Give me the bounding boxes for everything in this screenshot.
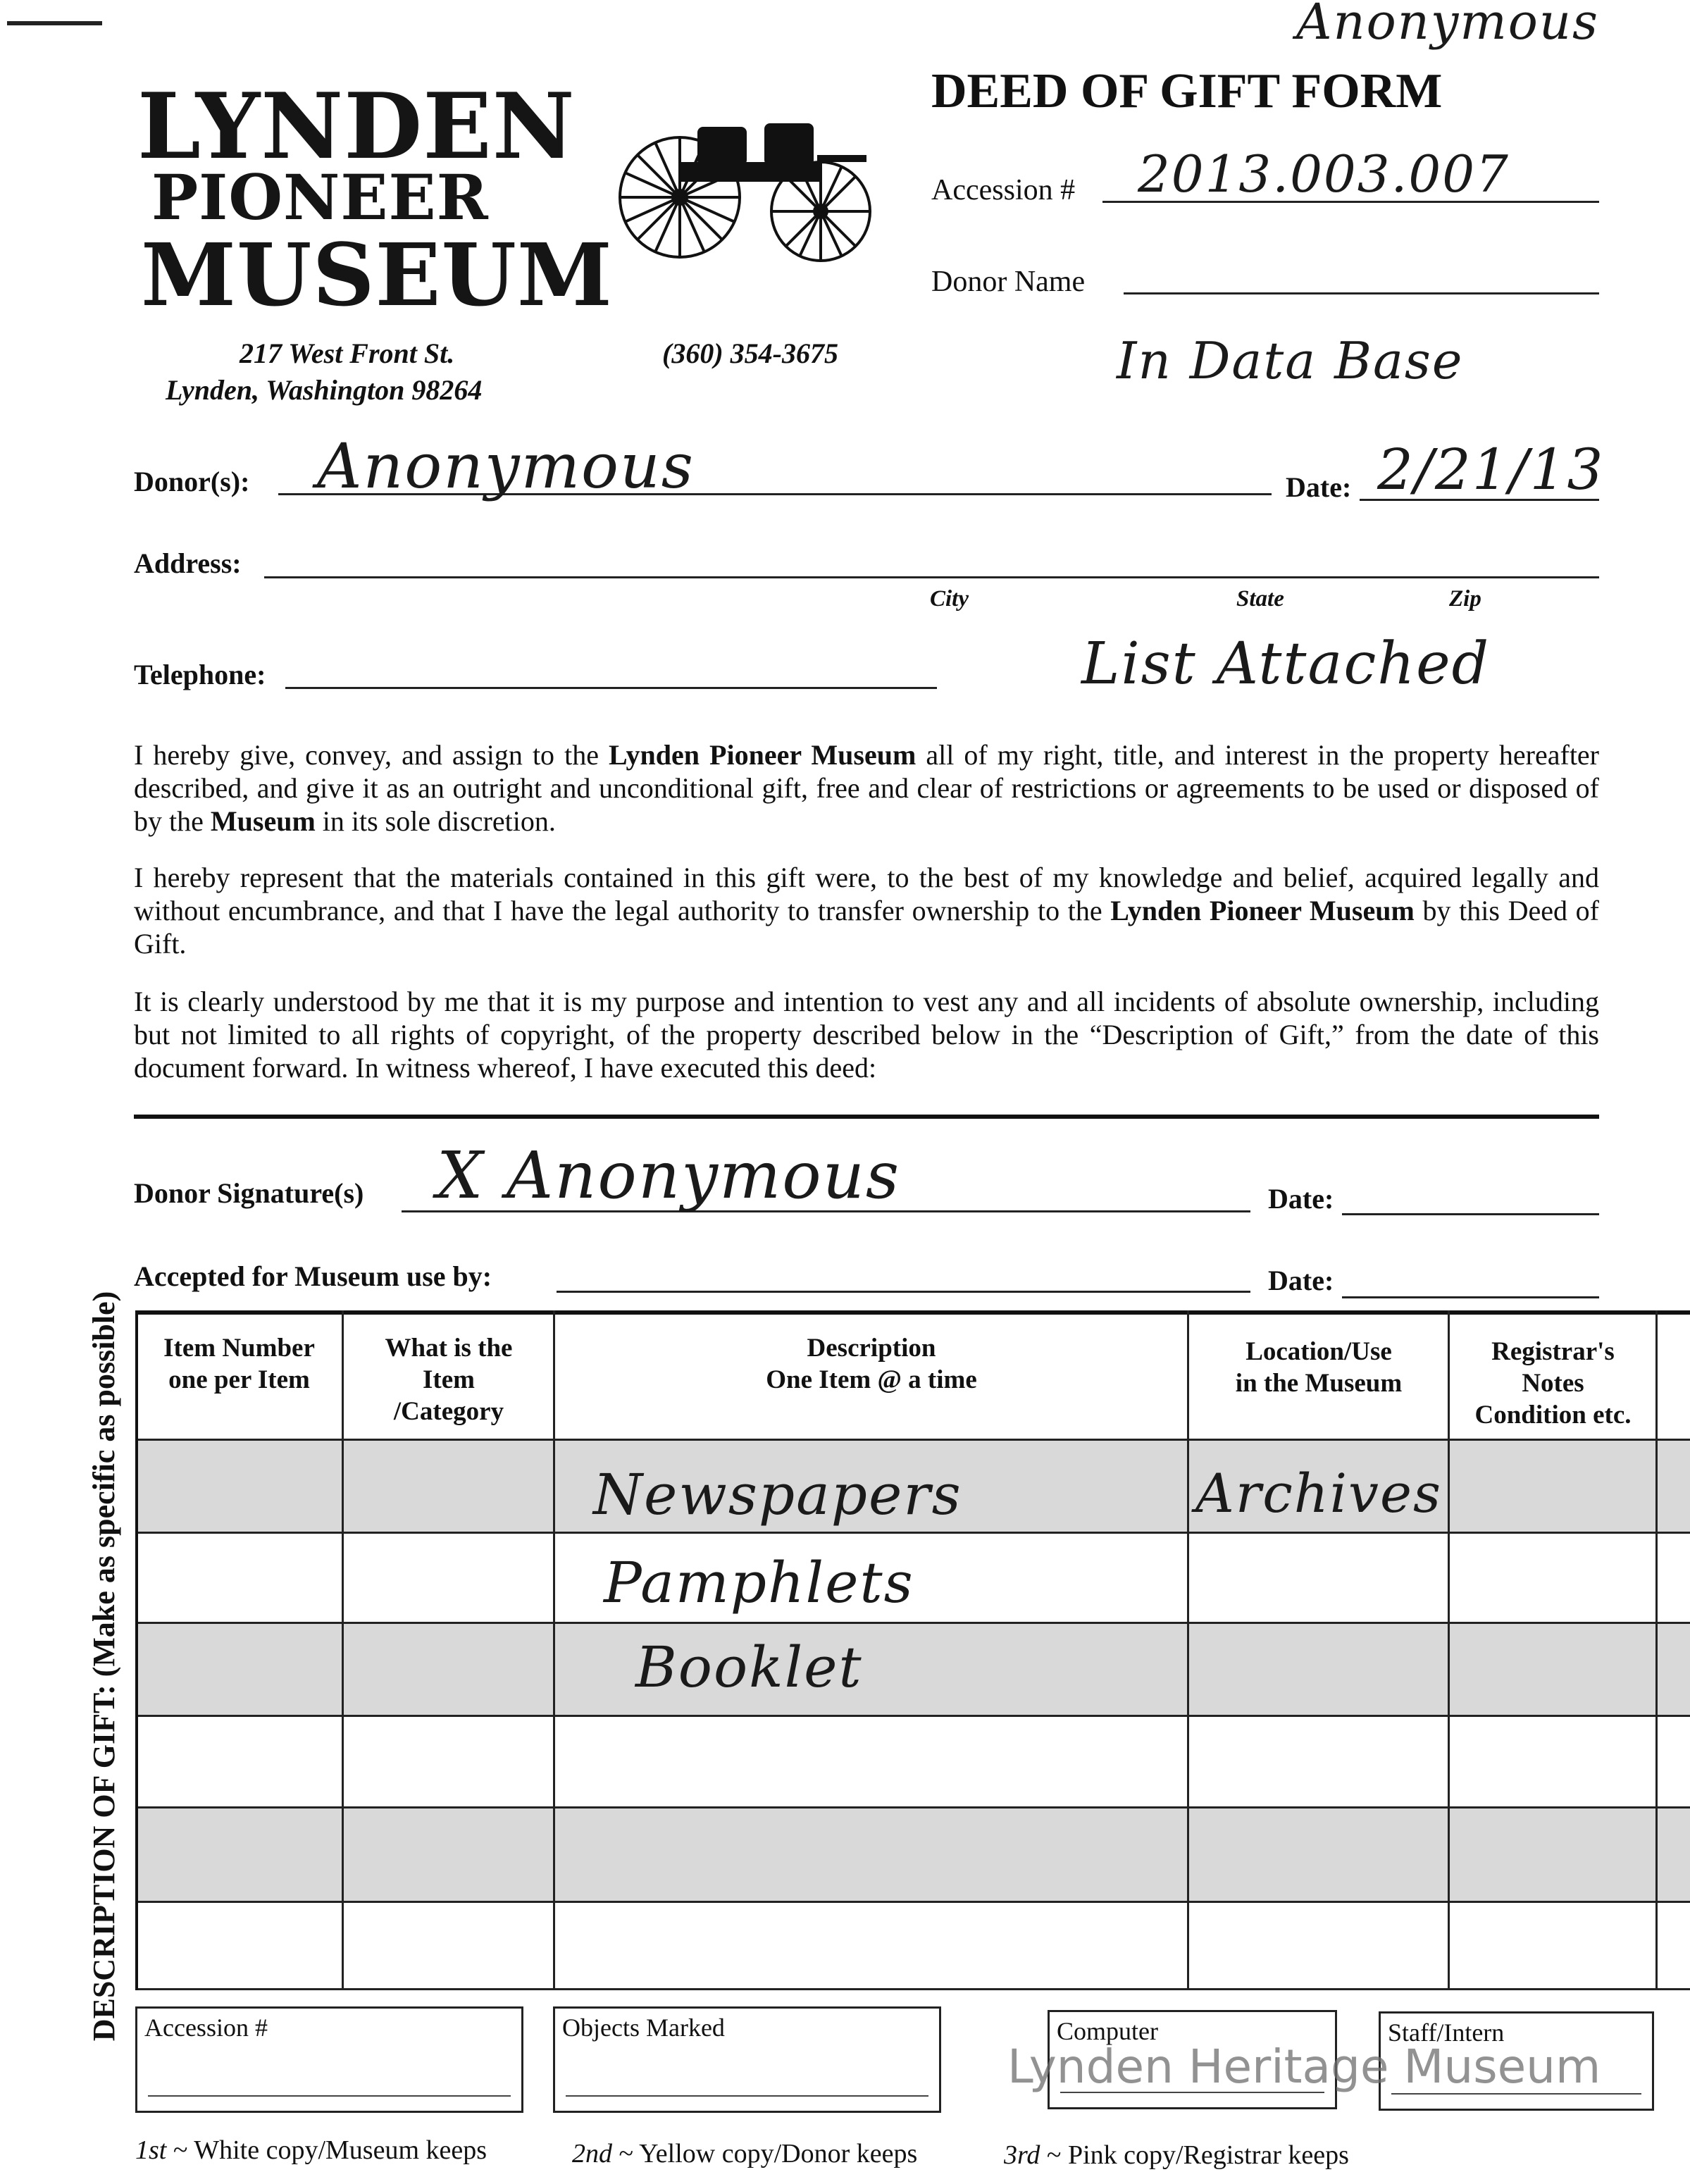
- column-divider: [342, 1310, 344, 1990]
- footer-accession-line: [148, 2095, 511, 2097]
- footer-staff-label: Staff/Intern: [1388, 2018, 1505, 2047]
- telephone-field[interactable]: [285, 687, 937, 689]
- accepted-date-label: Date:: [1268, 1265, 1334, 1296]
- header-description: Description One Item @ a time: [766, 1334, 977, 1394]
- table-row: [135, 1901, 1690, 1990]
- table-header-row: [135, 1310, 1690, 1439]
- header-category: What is the Item /Category: [385, 1334, 513, 1426]
- margin-mark: [7, 21, 102, 25]
- column-divider: [135, 1310, 138, 1990]
- footer-computer-label: Computer: [1057, 2017, 1158, 2045]
- watermark: Lynden Heritage Museum: [1007, 2040, 1601, 2094]
- logo-line1: LYNDEN: [137, 74, 576, 180]
- paragraph-representation: I hereby represent that the materials contained in this gift were, to the best of my knowledge and belief, acquired legally and without encumbrance, and that I have the legal authority to transfer ownership to the Lynden Pioneer Museum by this Deed of Gift.: [134, 862, 1600, 960]
- donors-label: Donor(s):: [134, 466, 250, 497]
- accession-value: 2013.003.007: [1138, 144, 1510, 204]
- signature-date-label: Date:: [1268, 1183, 1334, 1215]
- section-divider: [134, 1115, 1599, 1119]
- accepted-date-field[interactable]: [1342, 1296, 1599, 1298]
- header-location: Location/Use in the Museum: [1235, 1337, 1403, 1398]
- footer-objects-marked-box[interactable]: [553, 2006, 941, 2113]
- museum-street: 217 West Front St.: [240, 337, 455, 369]
- logo-line2: PIONEER: [151, 161, 489, 234]
- top-note: Anonymous: [1296, 0, 1599, 51]
- address-label: Address:: [134, 547, 242, 579]
- museum-phone: (360) 354-3675: [662, 337, 838, 369]
- form-title: DEED OF GIFT FORM: [931, 64, 1443, 118]
- donors-value: Anonymous: [317, 430, 695, 502]
- donor-name-field[interactable]: [1124, 292, 1599, 294]
- address-field[interactable]: [264, 576, 1599, 578]
- logo-line3: MUSEUM: [141, 224, 613, 325]
- telephone-label: Telephone:: [134, 659, 266, 690]
- cell-description[interactable]: Pamphlets: [604, 1550, 914, 1615]
- accepted-by-field[interactable]: [557, 1291, 1250, 1293]
- accepted-by-label: Accepted for Museum use by:: [134, 1260, 492, 1292]
- description-side-label: DESCRIPTION OF GIFT: (Make as specific as possible): [87, 1291, 121, 2042]
- signature-date-field[interactable]: [1342, 1213, 1599, 1215]
- carriage-illustration: [613, 106, 888, 268]
- donor-signature-value: X Anonymous: [437, 1138, 901, 1213]
- column-divider: [553, 1310, 555, 1990]
- footer-accession-label: Accession #: [144, 2014, 268, 2042]
- donor-signature-label: Donor Signature(s): [134, 1177, 364, 1209]
- footer-objects-line: [566, 2095, 928, 2097]
- header-item-number: Item Number one per Item: [163, 1334, 315, 1394]
- table-row: [135, 1715, 1690, 1806]
- city-label: City: [930, 586, 969, 612]
- state-label: State: [1236, 586, 1284, 612]
- table-row: [135, 1806, 1690, 1901]
- header-registrar-notes: Registrar's Notes Condition etc.: [1474, 1337, 1632, 1429]
- gift-table: [135, 1310, 1690, 1990]
- paragraph-gift: I hereby give, convey, and assign to the Lynden Pioneer Museum all of my right, title, and interest in the property hereafter described, and give it as an outright and unconditional gift, free and clear of restrictions or agreements to be used or disposed of by the Museum in its sole discretion.: [134, 739, 1600, 837]
- footer-accession-box[interactable]: [135, 2006, 523, 2113]
- column-divider: [1448, 1310, 1450, 1990]
- paragraph-ownership: It is clearly understood by me that it is my purpose and intention to vest any and all incidents of absolute ownership, including but not limited to all rights of copyright, of the property described below in the “Description of Gift,” from the date of this document forward. In witness whereof, I have executed this deed:: [134, 986, 1599, 1084]
- footer-objects-marked-label: Objects Marked: [562, 2014, 725, 2042]
- date-label: Date:: [1286, 471, 1352, 503]
- date-value: 2/21/13: [1377, 437, 1605, 502]
- donor-name-label: Donor Name: [931, 266, 1086, 298]
- cell-description[interactable]: Booklet: [635, 1634, 863, 1700]
- list-attached-note: List Attached: [1081, 631, 1491, 697]
- cell-location[interactable]: Archives: [1195, 1462, 1442, 1525]
- table-row: [135, 1622, 1690, 1715]
- column-divider: [1655, 1310, 1658, 1990]
- column-divider: [1187, 1310, 1189, 1990]
- zip-label: Zip: [1449, 586, 1481, 612]
- copy-note-3: 3rd ~ Pink copy/Registrar keeps: [1004, 2140, 1349, 2170]
- copy-note-1: 1st ~ White copy/Museum keeps: [135, 2135, 487, 2165]
- cell-description[interactable]: Newspapers: [593, 1462, 962, 1527]
- copy-note-2: 2nd ~ Yellow copy/Donor keeps: [572, 2139, 918, 2169]
- accession-label: Accession #: [931, 174, 1076, 206]
- museum-city: Lynden, Washington 98264: [166, 374, 483, 406]
- donor-name-note: In Data Base: [1117, 331, 1464, 390]
